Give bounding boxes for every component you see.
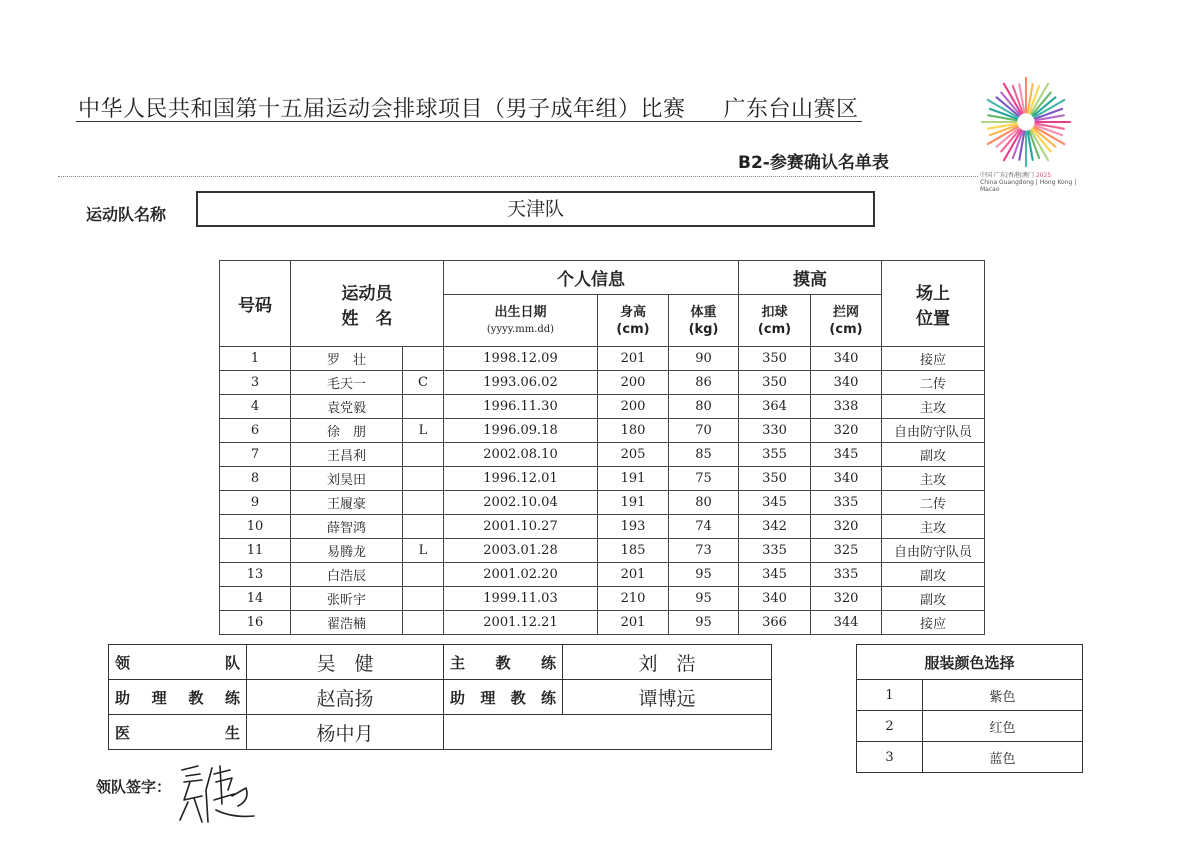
cell-role-tag: L: [403, 419, 444, 443]
cell-weight: 80: [669, 491, 739, 515]
uniform-color-title: 服装颜色选择: [857, 645, 1083, 680]
cell-position: 接应: [882, 611, 985, 635]
cell-height: 191: [598, 467, 669, 491]
games-logo-icon: [978, 74, 1074, 170]
cell-birth: 1996.12.01: [444, 467, 598, 491]
cell-spike: 345: [739, 563, 811, 587]
cell-weight: 73: [669, 539, 739, 563]
table-row: [220, 347, 985, 371]
cell-height: 180: [598, 419, 669, 443]
logo-caption-en: China Guangdong | Hong Kong | Macao: [980, 179, 1077, 193]
team-name-field: 天津队: [196, 191, 875, 227]
cell-spike: 364: [739, 395, 811, 419]
cell-role-tag: [403, 611, 444, 635]
cell-spike: 366: [739, 611, 811, 635]
cell-position: 主攻: [882, 467, 985, 491]
cell-weight: 90: [669, 347, 739, 371]
cell-spike: 350: [739, 347, 811, 371]
uniform-option-number: 1: [857, 680, 923, 711]
assistant-coach-label-char: 助: [115, 688, 131, 707]
cell-number: 11: [220, 539, 291, 563]
cell-role-tag: L: [403, 539, 444, 563]
list-item: [857, 711, 1083, 742]
header-athlete-line1: 运动员: [341, 283, 393, 304]
cell-weight: 75: [669, 467, 739, 491]
cell-block: 335: [811, 563, 882, 587]
header-personal-info: 个人信息: [444, 261, 739, 295]
leader-label-char: 队: [224, 653, 240, 672]
cell-number: 10: [220, 515, 291, 539]
table-row: [220, 395, 985, 419]
cell-position: 主攻: [882, 515, 985, 539]
cell-role-tag: [403, 563, 444, 587]
cell-birth: 2002.08.10: [444, 443, 598, 467]
cell-height: 191: [598, 491, 669, 515]
title-text: 中华人民共和国第十五届运动会排球项目（男子成年组）比赛: [78, 97, 686, 122]
table-row: [220, 539, 985, 563]
cell-name: 白浩辰: [291, 563, 403, 587]
cell-number: 14: [220, 587, 291, 611]
cell-birth: 2003.01.28: [444, 539, 598, 563]
cell-name: 张昕宇: [291, 587, 403, 611]
table-row: [220, 371, 985, 395]
cell-name: 王履豪: [291, 491, 403, 515]
cell-position: 自由防守队员: [882, 419, 985, 443]
cell-block: 325: [811, 539, 882, 563]
header-number: 号码: [220, 261, 291, 347]
cell-height: 200: [598, 395, 669, 419]
cell-spike: 342: [739, 515, 811, 539]
cell-name: 毛天一: [291, 371, 403, 395]
head-coach-label-char: 练: [540, 653, 556, 672]
header-reach: 摸高: [739, 261, 882, 295]
cell-block: 340: [811, 467, 882, 491]
cell-block: 320: [811, 515, 882, 539]
header-weight-line2: (kg): [688, 321, 719, 337]
team-name-label: 运动队名称: [86, 205, 167, 224]
table-row: [220, 467, 985, 491]
cell-position: 接应: [882, 347, 985, 371]
cell-weight: 95: [669, 611, 739, 635]
table-row: [220, 587, 985, 611]
cell-spike: 330: [739, 419, 811, 443]
cell-role-tag: [403, 347, 444, 371]
cell-block: 344: [811, 611, 882, 635]
head-coach-label-char: 教: [495, 653, 511, 672]
cell-name: 易腾龙: [291, 539, 403, 563]
table-row: [220, 563, 985, 587]
cell-role-tag: [403, 443, 444, 467]
cell-role-tag: [403, 587, 444, 611]
logo-caption: [980, 170, 1080, 193]
header-spike-line2: (cm): [757, 321, 792, 337]
uniform-option-number: 2: [857, 711, 923, 742]
header-spike: [739, 295, 811, 347]
cell-birth: 1998.12.09: [444, 347, 598, 371]
leader-label-char: 领: [115, 653, 131, 672]
leader-label: [109, 645, 247, 680]
table-row: [220, 491, 985, 515]
assistant-coach-2-label-char: 教: [510, 688, 526, 707]
roster-table: [219, 260, 985, 635]
uniform-color-table: [856, 644, 1083, 773]
cell-height: 210: [598, 587, 669, 611]
table-row: [220, 443, 985, 467]
assistant-coach-name: 赵高扬: [247, 680, 444, 715]
cell-name: 刘昊田: [291, 467, 403, 491]
header-height-line2: (cm): [616, 321, 650, 337]
header-weight: [669, 295, 739, 347]
header-block-line1: 拦网: [832, 304, 859, 320]
cell-block: 338: [811, 395, 882, 419]
header-height-line1: 身高: [619, 304, 646, 320]
uniform-option-color: 紫色: [923, 680, 1083, 711]
head-coach-label: [444, 645, 563, 680]
header-birth-date: [444, 295, 598, 347]
cell-spike: 340: [739, 587, 811, 611]
table-row: [220, 611, 985, 635]
cell-position: 副攻: [882, 443, 985, 467]
cell-birth: 2001.10.27: [444, 515, 598, 539]
title-underline: [76, 121, 862, 122]
list-item: [857, 680, 1083, 711]
cell-weight: 85: [669, 443, 739, 467]
table-row: [220, 419, 985, 443]
header-birth-date-format: (yyyy.mm.dd): [486, 323, 555, 335]
cell-weight: 95: [669, 587, 739, 611]
cell-number: 4: [220, 395, 291, 419]
leader-name: 吴 健: [247, 645, 444, 680]
cell-height: 201: [598, 611, 669, 635]
cell-birth: 2001.02.20: [444, 563, 598, 587]
header-birth-date-label: 出生日期: [494, 304, 547, 320]
empty-cell: [444, 715, 772, 750]
cell-role-tag: [403, 515, 444, 539]
cell-height: 201: [598, 563, 669, 587]
dotted-divider: [58, 176, 978, 177]
title-region: 广东台山赛区: [723, 97, 859, 122]
header-athlete-line2: 姓 名: [341, 308, 393, 329]
list-item: [857, 742, 1083, 773]
header-block-line2: (cm): [829, 321, 863, 337]
cell-spike: 335: [739, 539, 811, 563]
cell-name: 袁党毅: [291, 395, 403, 419]
signature-label: 领队签字：: [96, 778, 172, 796]
cell-birth: 2002.10.04: [444, 491, 598, 515]
cell-block: 335: [811, 491, 882, 515]
cell-number: 9: [220, 491, 291, 515]
header-weight-line1: 体重: [690, 304, 717, 320]
assistant-coach-label-char: 教: [188, 688, 204, 707]
header-block: [811, 295, 882, 347]
assistant-coach-2-label-char: 助: [450, 688, 466, 707]
cell-spike: 350: [739, 371, 811, 395]
cell-position: 主攻: [882, 395, 985, 419]
cell-position: 二传: [882, 491, 985, 515]
cell-position: 副攻: [882, 563, 985, 587]
head-coach-name: 刘 浩: [563, 645, 772, 680]
table-row: [220, 515, 985, 539]
header-spike-line1: 扣球: [761, 304, 788, 320]
cell-weight: 95: [669, 563, 739, 587]
logo-caption-year: 2025: [1035, 172, 1052, 179]
assistant-coach-2-name: 谭博远: [563, 680, 772, 715]
cell-spike: 345: [739, 491, 811, 515]
cell-block: 340: [811, 371, 882, 395]
cell-position: 自由防守队员: [882, 539, 985, 563]
assistant-coach-2-label-char: 练: [540, 688, 556, 707]
doctor-label-char: 医: [115, 723, 131, 742]
cell-position: 副攻: [882, 587, 985, 611]
cell-height: 193: [598, 515, 669, 539]
doctor-label: [109, 715, 247, 750]
doctor-label-char: 生: [224, 723, 240, 742]
cell-position: 二传: [882, 371, 985, 395]
cell-weight: 80: [669, 395, 739, 419]
head-coach-label-char: 主: [450, 653, 466, 672]
assistant-coach-2-label: [444, 680, 563, 715]
cell-number: 1: [220, 347, 291, 371]
header-athlete: [291, 261, 444, 347]
cell-name: 徐 朋: [291, 419, 403, 443]
cell-role-tag: C: [403, 371, 444, 395]
assistant-coach-label-char: 练: [224, 688, 240, 707]
assistant-coach-label-char: 理: [151, 688, 167, 707]
header-position-line1: 场上: [916, 283, 950, 304]
cell-spike: 350: [739, 467, 811, 491]
cell-role-tag: [403, 395, 444, 419]
header-position-line2: 位置: [916, 308, 950, 329]
header-height: [598, 295, 669, 347]
cell-block: 340: [811, 347, 882, 371]
logo-caption-prefix: 中国 广东|香港|澳门: [980, 172, 1034, 179]
cell-height: 201: [598, 347, 669, 371]
cell-role-tag: [403, 467, 444, 491]
cell-birth: 1999.11.03: [444, 587, 598, 611]
uniform-option-color: 红色: [923, 711, 1083, 742]
cell-height: 200: [598, 371, 669, 395]
cell-birth: 1996.11.30: [444, 395, 598, 419]
cell-block: 320: [811, 587, 882, 611]
cell-number: 13: [220, 563, 291, 587]
cell-role-tag: [403, 491, 444, 515]
cell-birth: 1993.06.02: [444, 371, 598, 395]
cell-number: 6: [220, 419, 291, 443]
assistant-coach-label: [109, 680, 247, 715]
document-title: [78, 92, 859, 123]
uniform-option-number: 3: [857, 742, 923, 773]
staff-table: [108, 644, 772, 750]
cell-number: 16: [220, 611, 291, 635]
cell-birth: 1996.09.18: [444, 419, 598, 443]
cell-name: 薛智鸿: [291, 515, 403, 539]
cell-spike: 355: [739, 443, 811, 467]
cell-block: 345: [811, 443, 882, 467]
cell-block: 320: [811, 419, 882, 443]
cell-number: 8: [220, 467, 291, 491]
uniform-option-color: 蓝色: [923, 742, 1083, 773]
cell-weight: 74: [669, 515, 739, 539]
cell-name: 翟浩楠: [291, 611, 403, 635]
cell-birth: 2001.12.21: [444, 611, 598, 635]
cell-weight: 70: [669, 419, 739, 443]
cell-number: 7: [220, 443, 291, 467]
doctor-name: 杨中月: [247, 715, 444, 750]
handwritten-signature: [176, 760, 262, 830]
header-position: [882, 261, 985, 347]
cell-weight: 86: [669, 371, 739, 395]
cell-height: 185: [598, 539, 669, 563]
cell-height: 205: [598, 443, 669, 467]
cell-name: 罗 壮: [291, 347, 403, 371]
cell-number: 3: [220, 371, 291, 395]
form-subtitle: B2-参赛确认名单表: [738, 153, 889, 173]
assistant-coach-2-label-char: 理: [480, 688, 496, 707]
cell-name: 王昌利: [291, 443, 403, 467]
